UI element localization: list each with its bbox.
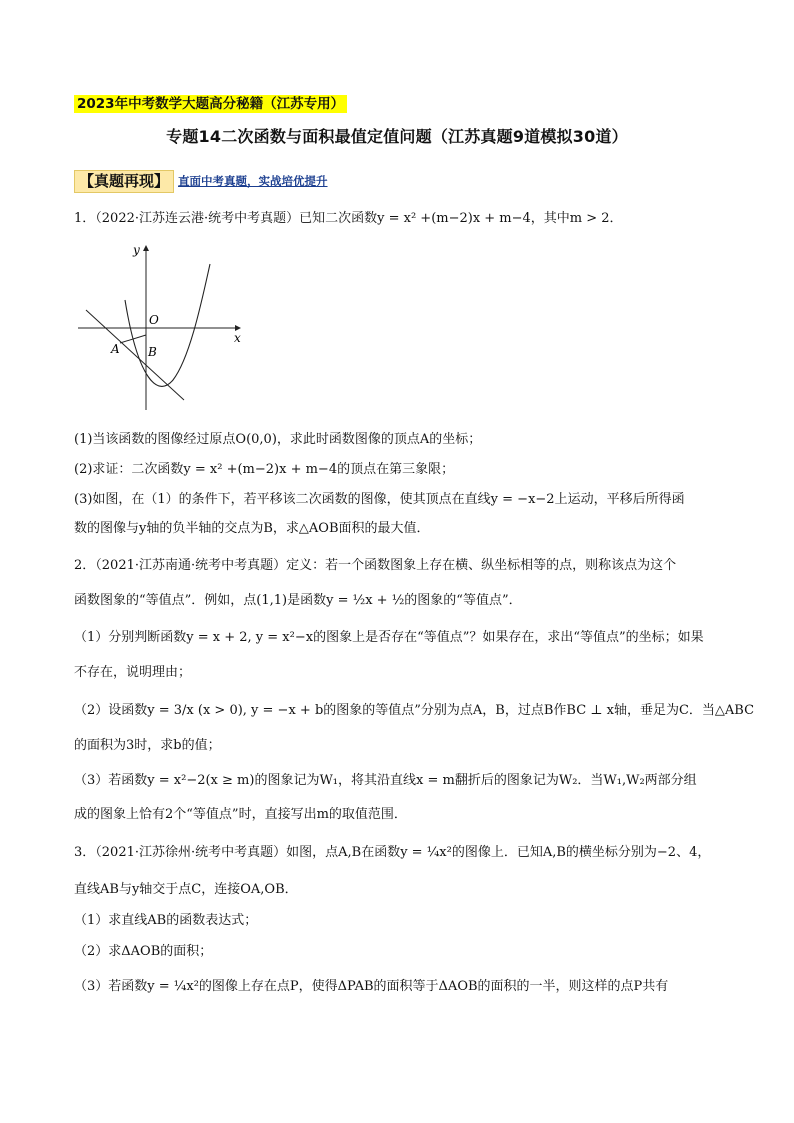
q1-graph-svg xyxy=(78,240,248,412)
document-title: 专题14二次函数与面积最值定值问题（江苏真题9道模拟30道） xyxy=(166,127,628,146)
q1-part3-a: (3)如图，在（1）的条件下，若平移该二次函数的图像，使其顶点在直线y = −x−2上运动，平移后所得函 xyxy=(74,492,685,507)
label-b: B xyxy=(148,345,157,359)
section-heading xyxy=(74,170,328,192)
q3-part2: （2）求ΔAOB的面积； xyxy=(74,944,213,959)
q3-intro-a: 3．（2021·江苏徐州·统考中考真题）如图，点A,B在函数y = ¼x²的图像上．已知A,B的横坐标分别为−2、4， xyxy=(74,845,711,860)
label-y: y xyxy=(133,243,140,257)
parabola xyxy=(125,264,210,386)
q2-intro-a: 2．（2021·江苏南通·统考中考真题）定义：若一个函数图象上存在横、纵坐标相等的点，则称该点为这个 xyxy=(74,558,677,573)
line-graph xyxy=(86,310,184,400)
q2-part1-a: （1）分别判断函数y = x + 2, y = x²−x的图象上是否存在“等值点”？如果存在，求出“等值点”的坐标；如果 xyxy=(74,630,704,645)
q1-part3-b: 数的图像与y轴的负半轴的交点为B，求△AOB面积的最大值． xyxy=(74,521,430,536)
q1-intro: 1．（2022·江苏连云港·统考中考真题）已知二次函数y = x² +(m−2)x + m−4，其中m > 2． xyxy=(74,211,623,226)
q1-part2: (2)求证：二次函数y = x² +(m−2)x + m−4的顶点在第三象限； xyxy=(74,462,455,477)
q3-part3: （3）若函数y = ¼x²的图像上存在点P，使得ΔPAB的面积等于ΔAOB的面积的一半，则这样的点P共有 xyxy=(74,979,669,994)
section-label: 【真题再现】 xyxy=(74,170,174,193)
label-a: A xyxy=(111,342,120,356)
q2-part3-a: （3）若函数y = x²−2(x ≥ m)的图象记为W₁，将其沿直线x = m翻折后的图象记为W₂．当W₁,W₂两部分组 xyxy=(74,773,697,788)
q3-part1: （1）求直线AB的函数表达式； xyxy=(74,913,258,928)
series-tag: 2023年中考数学大题高分秘籍（江苏专用） xyxy=(74,95,347,113)
q1-part1: (1)当该函数的图像经过原点O(0,0)，求此时函数图像的顶点A的坐标； xyxy=(74,432,482,447)
q3-intro-b: 直线AB与y轴交于点C，连接OA,OB． xyxy=(74,882,298,897)
label-x: x xyxy=(234,331,241,345)
label-o: O xyxy=(149,313,159,327)
q2-part3-b: 成的图象上恰有2个“等值点”时，直接写出m的取值范围． xyxy=(74,807,407,822)
q2-part2-b: 的面积为3时，求b的值； xyxy=(74,738,221,753)
q2-part2-a: （2）设函数y = 3/x (x > 0), y = −x + b的图象的等值点”分别为点A，B，过点B作BC ⊥ x轴，垂足为C．当△ABC xyxy=(74,703,755,718)
q2-part1-b: 不存在，说明理由； xyxy=(74,665,192,680)
q2-intro-b: 函数图象的“等值点”．例如，点(1,1)是函数y = ½x + ½的图象的“等值点”． xyxy=(74,593,522,608)
q1-graph xyxy=(78,240,248,412)
section-subtitle[interactable]: 直面中考真题，实战培优提升 xyxy=(178,173,328,188)
